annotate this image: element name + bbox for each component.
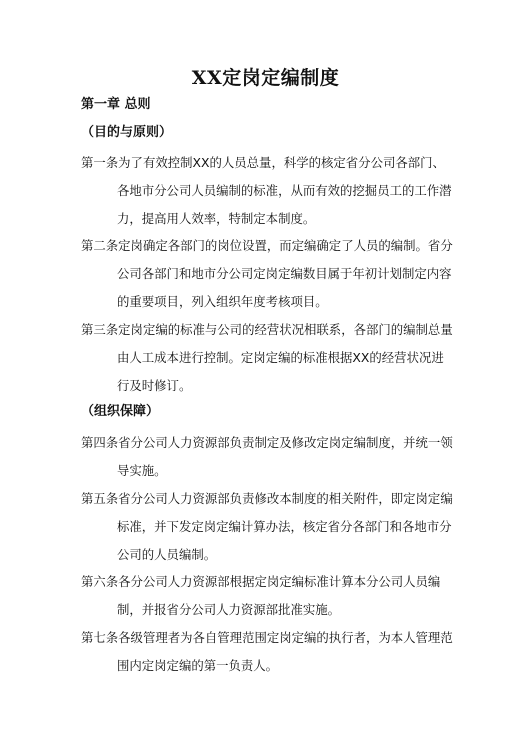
article-5: 第五条省分公司人力资源部负责修改本制度的相关附件，即定岗定编标准，并下发定岗定编计算办法，核定省分各部门和各地市分公司的人员编制。: [81, 491, 453, 562]
section-heading-purpose: （目的与原则）: [81, 125, 173, 140]
document-title: XX定岗定编制度: [191, 67, 340, 89]
article-3: 第三条定岗定编的标准与公司的经营状况相联系，各部门的编制总量由人工成本进行控制。定岗定编的标准根据XX的经营状况进行及时修订。: [81, 322, 453, 393]
article-7: 第七条各级管理者为各自管理范围定岗定编的执行者，为本人管理范围内定岗定编的第一负责人。: [81, 630, 453, 673]
section-heading-organization: （组织保障）: [81, 404, 160, 419]
chapter-heading: 第一章 总则: [81, 97, 151, 112]
article-6: 第六条各分公司人力资源部根据定岗定编标准计算本分公司人员编制，并报省分公司人力资源部批准实施。: [81, 574, 441, 617]
article-4: 第四条省分公司人力资源部负责制定及修改定岗定编制度，并统一领导实施。: [81, 435, 453, 478]
article-1: 第一条为了有效控制XX的人员总量，科学的核定省分公司各部门、各地市分公司人员编制的标准，从而有效的挖掘员工的工作潜力，提高用人效率，特制定本制度。: [81, 155, 452, 226]
article-2: 第二条定岗确定各部门的岗位设置，而定编确定了人员的编制。省分公司各部门和地市分公司定岗定编数目属于年初计划制定内容的重要项目，列入组织年度考核项目。: [81, 238, 453, 309]
